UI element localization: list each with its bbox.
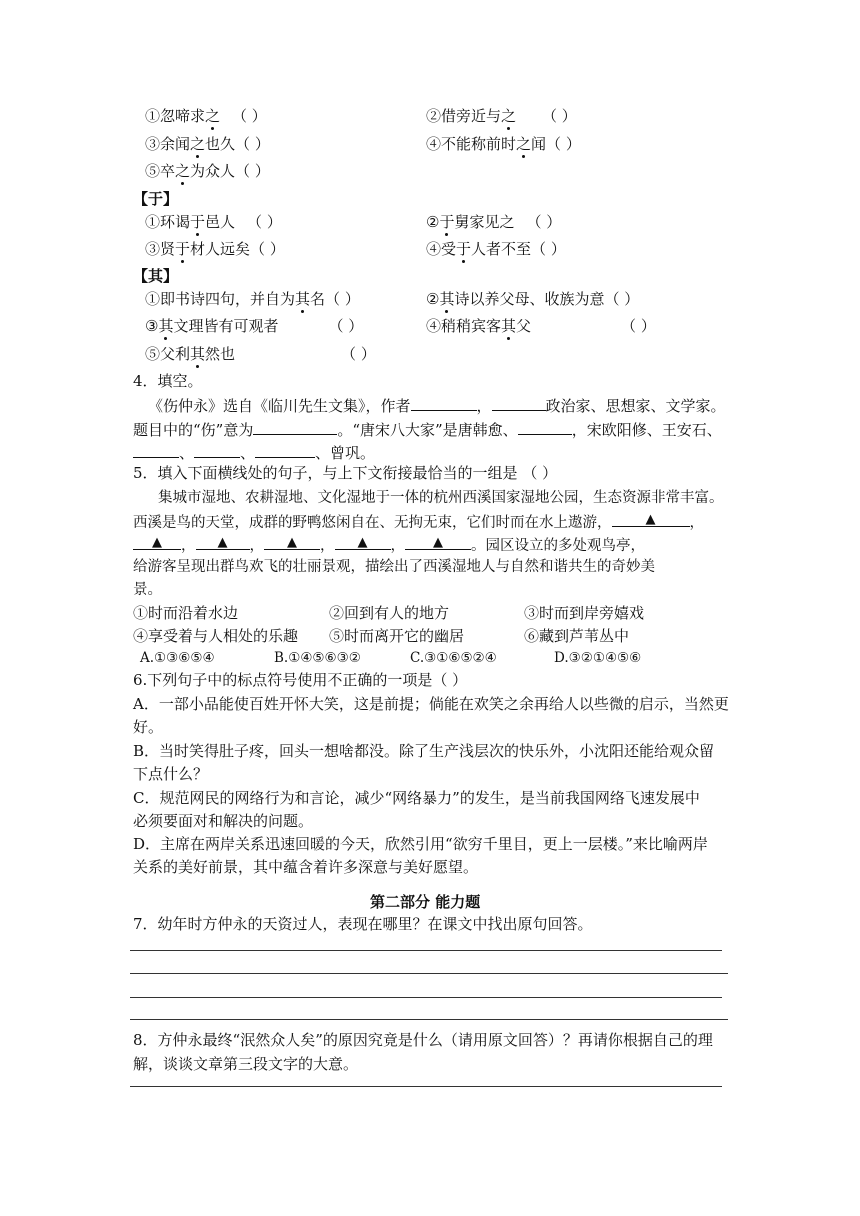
q4-line-1: 《伤仲永》选自《临川先生文集》，作者 ， 政治家、思想家、文学家。 [148,397,726,415]
q7-answer-line-2[interactable] [130,973,728,974]
q5-passage-line-4: 给游客呈现出群鸟欢飞的壮丽景观，描绘出了西溪湿地人与自然和谐共生的奇妙美 [133,559,655,575]
q6-option-b-line-2: 下点什么？ [133,765,209,783]
q5-choice-c: C.③①⑥⑤②④ [410,650,497,666]
q6-option-a-line-1: A．一部小品能使百姓开怀大笑，这是前提；倘能在欢笑之余再给人以些微的启示，当然更 [133,695,729,713]
qi-item-5: ⑤父利其然也 （ ） [145,345,376,363]
q8-prompt-line-2: 解，谈谈文章第三段文字的大意。 [133,1055,359,1073]
q7-answer-line-1[interactable] [130,950,722,951]
qi-item-2: ②其诗以养父母、收族为意（ ） [426,290,640,308]
q7-prompt: 7．幼年时方仲永的天资过人，表现在哪里？在课文中找出原句回答。 [133,915,593,933]
q6-option-b-line-1: B．当时笑得肚子疼，回头一想啥都没。除了生产浅层次的快乐外，小沈阳还能给观众留 [133,742,715,760]
q7-answer-line-3[interactable] [130,997,722,998]
zhi-item-2: ②借旁近与之 （ ） [426,107,577,125]
zhi-item-4: ④不能称前时之闻（ ） [426,135,581,153]
q5-title: 5．填入下面横线处的句子，与上下文衔接最恰当的一组是 （ ） [133,464,558,482]
q5-passage-line-1: 集城市湿地、农耕湿地、文化湿地于一体的杭州西溪国家湿地公园，生态资源非常丰富。 [158,490,724,506]
q5-option-2: ②回到有人的地方 [329,604,450,622]
yu-item-1: ①环谒于邑人 （ ） [145,213,282,231]
q5-choice-b: B.①④⑤⑥③② [274,650,361,666]
q5-passage-line-2: 西溪是鸟的天堂，成群的野鸭悠闲自在、无拘无束，它们时而在水上遨游， ▲ ， [133,512,704,531]
qi-item-4: ④稍稍宾客其父 （ ） [426,317,656,335]
q4-title: 4．填空。 [133,372,203,390]
q5-option-1: ①时而沿着水边 [133,604,239,622]
zhi-item-5: ⑤卒之为众人（ ） [145,162,270,180]
yu-item-2: ②于舅家见之 （ ） [426,213,562,231]
q4-line-3: 、 、 、曾巩。 [133,443,375,463]
yu-label: 【于】 [133,190,179,208]
q5-passage-line-5: 景。 [133,582,162,598]
q5-choice-a: A.①③⑥⑤④ [140,650,215,666]
q4-line-2: 题目中的“伤”意为 。“唐宋八大家”是唐韩愈、 ，宋欧阳修、王安石、 [133,421,722,439]
q5-option-6: ⑥藏到芦苇丛中 [524,627,630,645]
q5-choice-d: D.③②①④⑤⑥ [554,650,642,666]
qi-label: 【其】 [133,267,179,285]
q6-title: 6.下列句子中的标点符号使用不正确的一项是（ ） [133,671,468,689]
q8-prompt-line-1: 8．方仲永最终“泯然众人矣”的原因究竟是什么（请用原文回答）？再请你根据自己的理 [133,1031,713,1049]
q6-option-a-line-2: 好。 [133,718,164,736]
yu-item-3: ③贤于材人远矣（ ） [145,240,285,258]
q7-answer-line-4[interactable] [130,1019,728,1020]
part-two-heading: 第二部分 能力题 [370,893,481,911]
q5-option-3: ③时而到岸旁嬉戏 [524,604,645,622]
qi-item-3: ③其文理皆有可观者 （ ） [145,317,364,335]
q5-option-5: ⑤时而离开它的幽居 [329,627,465,645]
q5-passage-line-3: ▲ ， ▲ ， ▲ ， ▲ ， ▲ 。园区设立的多处观鸟亭， [133,535,645,556]
yu-item-4: ④受于人者不至（ ） [426,240,566,258]
qi-item-1: ①即书诗四句，并自为其名（ ） [145,290,360,308]
q6-option-c-line-2: 必须要面对和解决的问题。 [133,812,314,830]
q5-option-4: ④享受着与人相处的乐趣 [133,627,299,645]
zhi-item-3: ③余闻之也久（ ） [145,135,270,153]
q6-option-d-line-2: 关系的美好前景，其中蕴含着许多深意与美好愿望。 [133,858,479,876]
q6-option-c-line-1: C．规范网民的网络行为和言论，减少“网络暴力”的发生，是当前我国网络飞速发展中 [133,789,700,807]
q6-option-d-line-1: D．主席在两岸关系迅速回暖的今天，欣然引用“欲穷千里目，更上一层楼。”来比喻两岸 [133,835,708,853]
zhi-item-1: ①忽啼求之 （ ） [145,107,267,125]
q8-answer-line-1[interactable] [130,1086,722,1087]
